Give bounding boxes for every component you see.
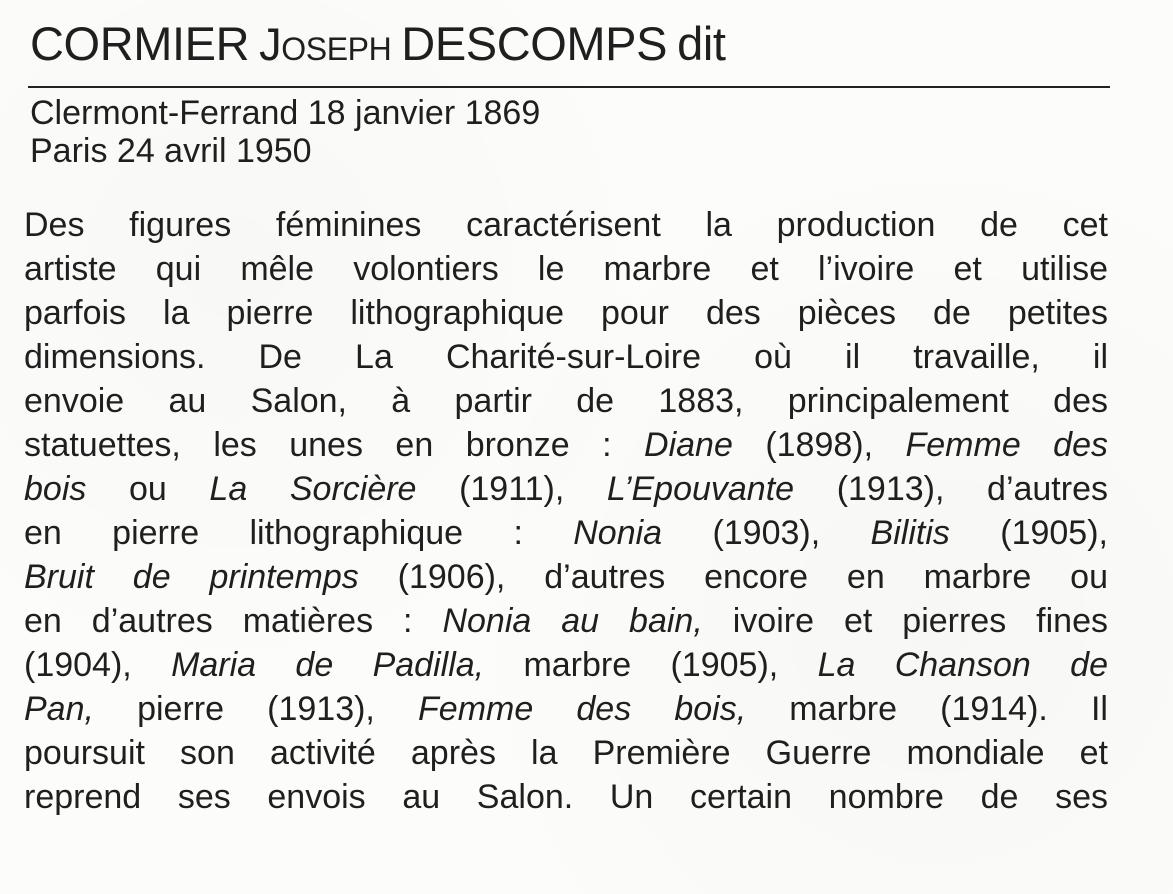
line-6-part-2: (1898),: [732, 426, 906, 464]
line-6-italic-1: Diane: [644, 426, 733, 464]
line-12-part-2: marbre (1914). Il: [746, 690, 1108, 728]
text-line-9: [24, 555, 1108, 599]
text-line-2: artiste qui mêle volontiers le marbre et l’ivoire et utilise: [24, 250, 1108, 288]
death-line: Paris 24 avril 1950: [30, 132, 312, 170]
text-line-5: envoie au Salon, à partir de 1883, principalement des: [24, 382, 1108, 420]
firstname: Joseph: [259, 19, 392, 70]
text-line-8: [24, 511, 1108, 555]
line-9-italic-1: Bruit de printemps: [24, 558, 359, 596]
text-line-14: reprend ses envois au Salon. Un certain nombre de ses: [24, 778, 1108, 816]
entry-header: [28, 16, 1110, 88]
text-line-1: Des figures féminines caractérisent la production de cet: [24, 206, 1108, 244]
text-line-4: dimensions. De La Charité-sur-Loire où il travaille, il: [24, 338, 1108, 376]
line-11-italic-1: Maria de Padilla,: [171, 646, 485, 684]
birth-line: Clermont-Ferrand 18 janvier 1869: [30, 94, 541, 132]
line-6-part-1: statuettes, les unes en bronze :: [24, 426, 645, 464]
line-12-italic-1: Pan,: [24, 690, 94, 728]
line-7-italic-3: L’Epouvante: [606, 470, 795, 508]
line-10-part-1: en d’autres matières :: [24, 602, 443, 640]
alias: DESCOMPS: [401, 17, 668, 70]
text-line-11: [24, 643, 1108, 687]
line-11-part-2: marbre (1905),: [484, 646, 818, 684]
line-12-part-1: pierre (1913),: [93, 690, 419, 728]
line-6-italic-2: Femme des: [905, 426, 1109, 464]
text-line-13: poursuit son activité après la Première Guerre mondiale et: [24, 734, 1108, 772]
line-11-part-1: (1904),: [24, 646, 172, 684]
line-7-italic-2: La Sorcière: [209, 470, 417, 508]
entry-title: [30, 17, 726, 70]
text-line-12: [24, 687, 1108, 731]
text-line-10: [24, 599, 1108, 643]
biography-text: [24, 203, 1108, 819]
text-line-3: parfois la pierre lithographique pour des pièces de petites: [24, 294, 1108, 332]
line-10-part-2: ivoire et pierres fines: [702, 602, 1108, 640]
text-line-6: [24, 423, 1108, 467]
text-line-7: [24, 467, 1108, 511]
line-7-italic-1: bois: [24, 470, 87, 508]
line-11-italic-2: La Chanson de: [817, 646, 1108, 684]
life-dates: [30, 94, 790, 170]
line-8-italic-2: Bilitis: [870, 514, 950, 552]
line-7-part-3: (1913), d’autres: [794, 470, 1108, 508]
line-12-italic-2: Femme des bois,: [418, 690, 747, 728]
line-8-part-2: (1903),: [662, 514, 871, 552]
surname: CORMIER: [30, 17, 250, 70]
line-8-italic-1: Nonia: [573, 514, 663, 552]
line-9-part-1: (1906), d’autres encore en marbre ou: [358, 558, 1108, 596]
line-8-part-1: en pierre lithographique :: [24, 514, 574, 552]
line-8-part-3: (1905),: [949, 514, 1108, 552]
line-7-part-1: ou: [86, 470, 210, 508]
line-10-italic-1: Nonia au bain,: [442, 602, 703, 640]
dit-label: dit: [677, 17, 726, 70]
line-7-part-2: (1911),: [416, 470, 607, 508]
